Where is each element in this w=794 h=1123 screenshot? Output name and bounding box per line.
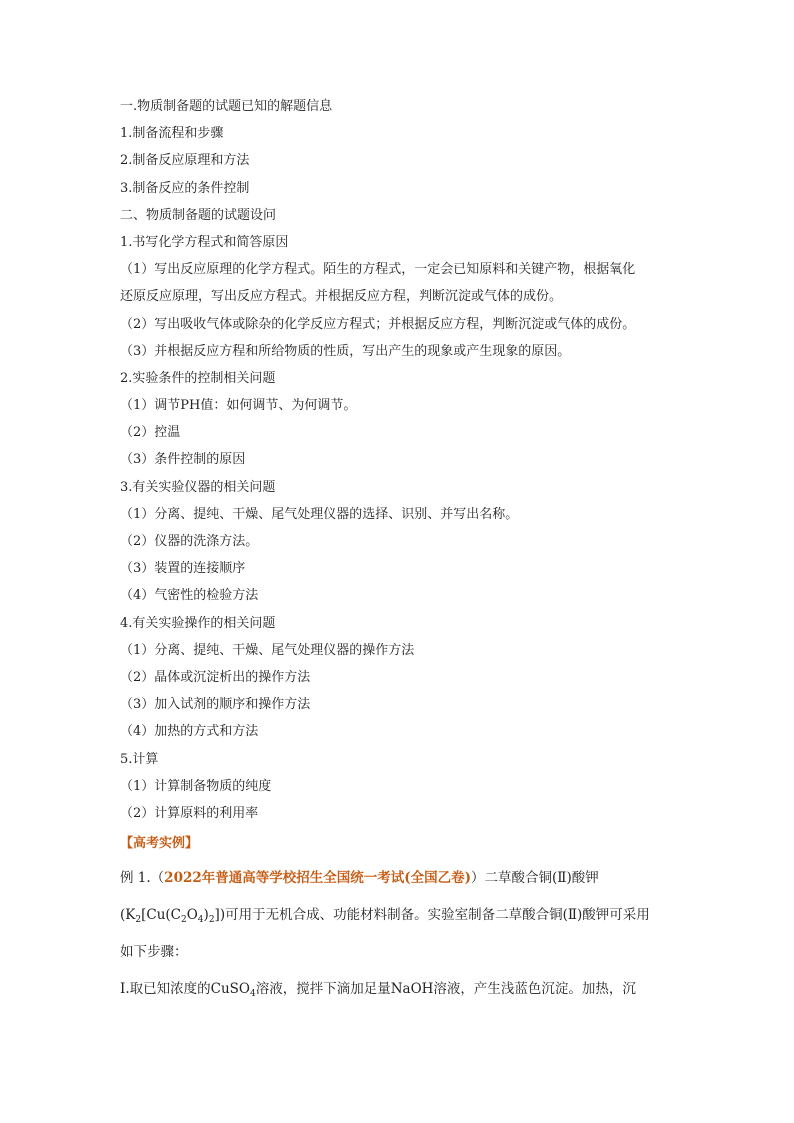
list-item: （2）写出吸收气体或除杂的化学反应方程式；并根据反应方程，判断沉淀或气体的成份。 — [120, 316, 636, 332]
list-item: （3）并根据反应方程和所给物质的性质，写出产生的现象或产生现象的原因。 — [120, 343, 571, 359]
example-text: ])可用于无机合成、功能材料制备。实验室制备二草酸合铜(Ⅱ)酸钾可采用 — [214, 907, 650, 924]
formula-part: (K — [120, 907, 136, 924]
list-item: 2.制备反应原理和方法 — [120, 153, 250, 169]
subsection-title: 1.书写化学方程式和简答原因 — [120, 234, 289, 250]
example-text: ）二草酸合铜(Ⅱ)酸钾 — [471, 870, 599, 887]
list-item: （4）气密性的检验方法 — [120, 588, 259, 604]
list-item: （2）仪器的洗涤方法。 — [120, 534, 259, 549]
list-item: （3）加入试剂的顺序和操作方法 — [120, 697, 311, 713]
subsection-title: 5.计算 — [120, 751, 159, 767]
example-line-3: 如下步骤： — [120, 944, 188, 961]
list-item: （1）调节PH值：如何调节、为何调节。 — [120, 398, 357, 414]
subscript: 2 — [180, 915, 187, 926]
list-item: 1.制备流程和步骤 — [120, 126, 224, 142]
list-item: （2）控温 — [120, 425, 181, 441]
list-item: 3.制备反应的条件控制 — [120, 180, 250, 196]
formula-part: O — [186, 907, 198, 924]
list-item: 还原反应原理，写出反应方程式。并根据反应方程，判断沉淀或气体的成份。 — [120, 289, 563, 305]
example-step-1 — [120, 971, 680, 1008]
list-item: （2）晶体或沉淀析出的操作方法 — [120, 669, 311, 685]
list-item: （1）计算制备物质的纯度 — [120, 778, 272, 794]
list-item: （1）写出反应原理的化学方程式。陌生的方程式，一定会已知原料和关键产物，根据氧化 — [120, 262, 636, 278]
list-item: （2）计算原料的利用率 — [120, 805, 259, 821]
section-title: 二、物质制备题的试题设问 — [120, 207, 277, 223]
example-text: 溶液，搅拌下滴加足量NaOH溶液，产生浅蓝色沉淀。加热，沉 — [255, 981, 636, 998]
example-line-2 — [120, 897, 680, 934]
subsection-title: 2.实验条件的控制相关问题 — [120, 370, 276, 386]
subscript: 4 — [249, 989, 256, 1000]
subscript: 4 — [197, 915, 204, 926]
formula-part: [Cu(C — [141, 907, 181, 924]
formula-part: ) — [203, 907, 209, 924]
example-line-1 — [120, 860, 680, 897]
list-item: （3）装置的连接顺序 — [120, 561, 246, 577]
example-question — [120, 860, 680, 1008]
subsection-title: 3.有关实验仪器的相关问题 — [120, 479, 276, 495]
document-page — [120, 93, 680, 1008]
subscript: 2 — [135, 915, 142, 926]
example-prefix: 例 1.（ — [120, 870, 165, 887]
subscript: 2 — [208, 915, 215, 926]
subsection-title: 4.有关实验操作的相关问题 — [120, 615, 276, 631]
list-item: （3）条件控制的原因 — [120, 452, 246, 468]
list-item: （4）加热的方式和方法 — [120, 724, 259, 740]
example-source: 2022年普通高等学校招生全国统一考试(全国乙卷) — [164, 870, 472, 887]
example-heading: 【高考实例】 — [120, 836, 199, 852]
list-item: （1）分离、提纯、干燥、尾气处理仪器的操作方法 — [120, 642, 415, 658]
section-title: 一.物质制备题的试题已知的解题信息 — [120, 99, 333, 114]
list-item: （1）分离、提纯、干燥、尾气处理仪器的选择、识别、并写出名称。 — [120, 506, 519, 522]
example-text: Ⅰ.取已知浓度的CuSO — [120, 981, 250, 998]
